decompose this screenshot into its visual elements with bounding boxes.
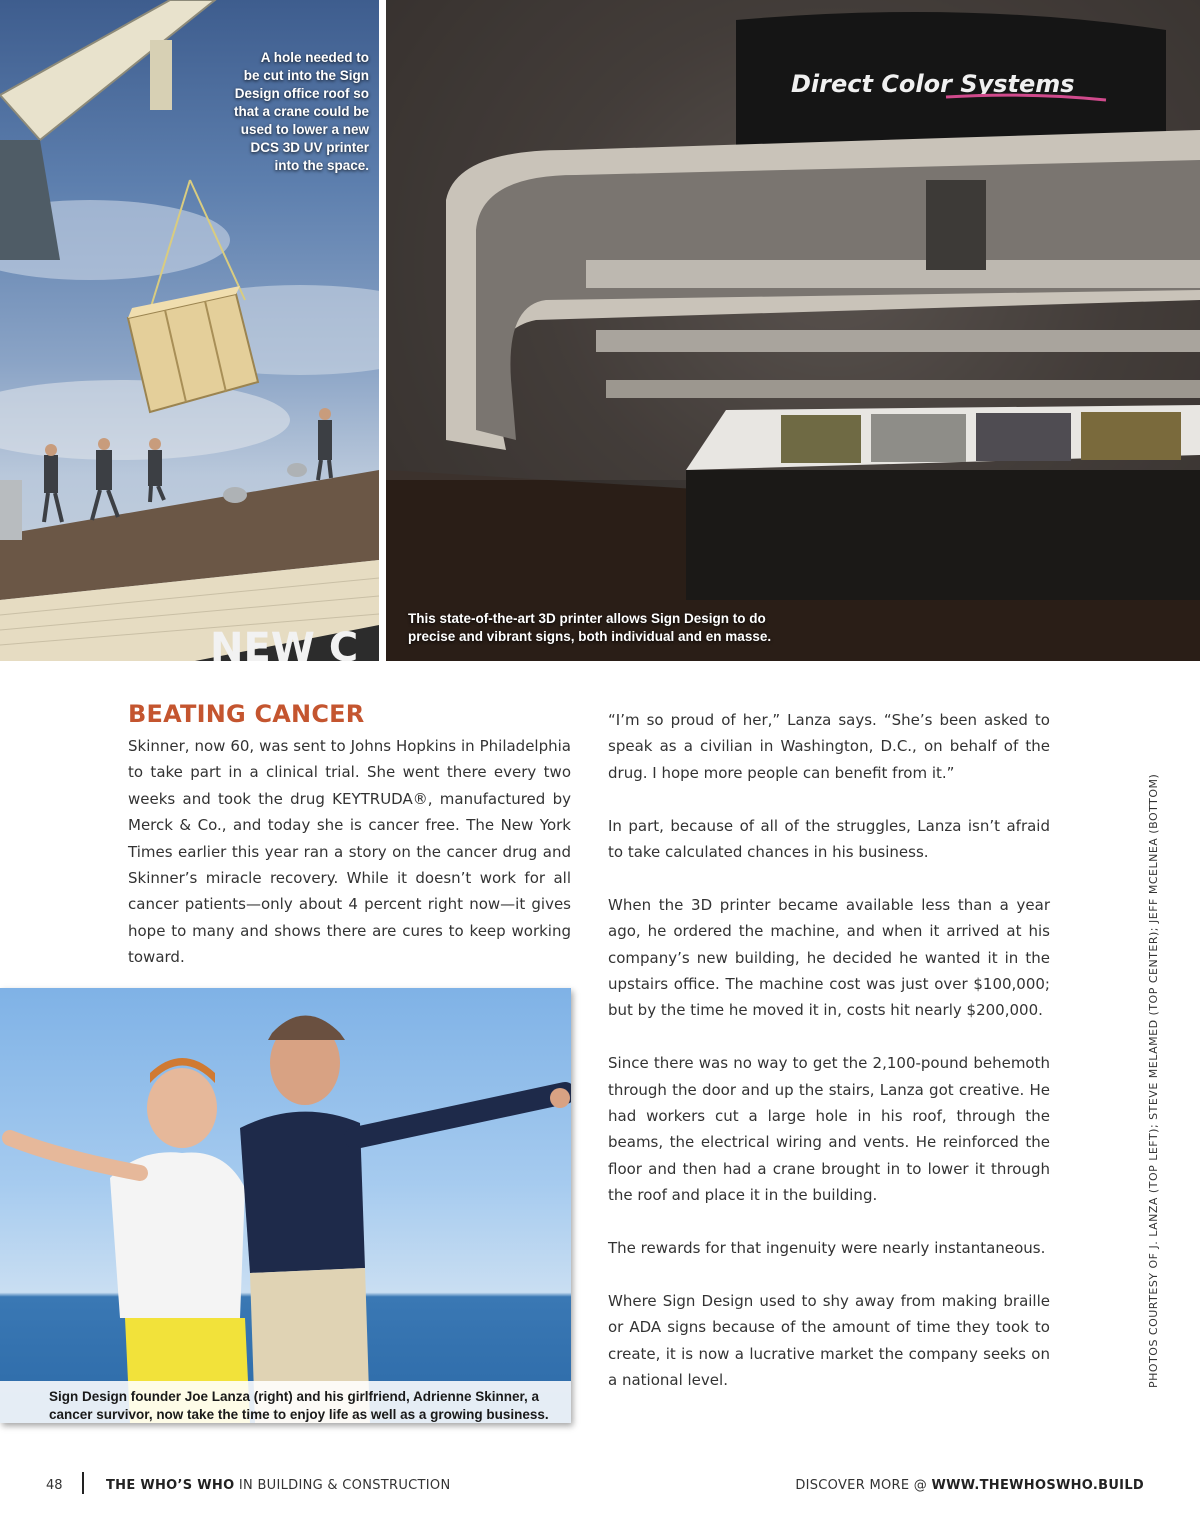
printer-scene-illustration (386, 0, 1200, 661)
right-paragraph-4: Since there was no way to get the 2,100-pound behemoth through the door and up the stairs, Lanza got creative. He had workers cut a large hole in his roof, through the beams, the electrical wiring and vents. He reinforced the floor and then had a crane brought in to lower it through the roof and place it in the building. (608, 1054, 1050, 1205)
crane-photo-caption: A hole needed to be cut into the Sign Design office roof so that a crane could be used to lower a new DCS 3D UV printer into the space. (233, 50, 369, 173)
photo-credit: PHOTOS COURTESY OF J. LANZA (TOP LEFT); STEVE MELAMED (TOP CENTER); JEFF MCELNEA (BOTTOM) (1147, 773, 1160, 1388)
direct-color-systems-logo-text: Direct Color Systems (791, 70, 1075, 98)
couple-photo-caption: Sign Design founder Joe Lanza (right) and his girlfriend, Adrienne Skinner, a cancer survivor, now take the time to enjoy life as well as a growing business. (49, 1389, 549, 1422)
right-column (608, 707, 1050, 1420)
discover-more (795, 1478, 1144, 1493)
discover-url-link[interactable]: WWW.THEWHOSWHO.BUILD (931, 1478, 1144, 1493)
publication-name-rest: IN BUILDING & CONSTRUCTION (234, 1478, 451, 1493)
right-paragraph-6: Where Sign Design used to shy away from making braille or ADA signs because of the amount of time they took to create, it is now a lucrative market the company seeks on a national level. (608, 1291, 1050, 1390)
printer-photo (386, 0, 1200, 661)
couple-caption-bar (0, 1381, 571, 1423)
page-footer (0, 1470, 1200, 1500)
right-paragraph-1: “I’m so proud of her,” Lanza says. “She’s been asked to speak as a civilian in Washington, D.C., on behalf of the drug. I hope more people can benefit from it.” (608, 711, 1050, 782)
couple-photo (0, 988, 571, 1423)
right-paragraph-3: When the 3D printer became available less than a year ago, he ordered the machine, and when it arrived at his company’s new building, he decided he wanted it in the upstairs office. The machine cost was just over $100,000; but by the time he moved it in, costs hit nearly $200,000. (608, 895, 1050, 1020)
page-number: 48 (46, 1478, 63, 1493)
right-paragraph-2: In part, because of all of the struggles, Lanza isn’t afraid to take calculated chances in his business. (608, 816, 1050, 862)
section-heading: BEATING CANCER (128, 700, 365, 728)
left-column-paragraph: Skinner, now 60, was sent to Johns Hopkins in Philadelphia to take part in a clinical trial. She went there every two weeks and took the drug KEYTRUDA®, manufactured by Merck & Co., and today she is cancer free. The New York Times earlier this year ran a story on the cancer drug and Skinner’s miracle recovery. While it doesn’t work for all cancer patients—only about 4 percent right now—it gives hope to many and shows there are cures to keep working toward. (128, 737, 571, 967)
publication-name-bold: THE WHO’S WHO (106, 1478, 235, 1493)
new-c-sign-text: NEW C (210, 625, 359, 661)
right-paragraph-5: The rewards for that ingenuity were nearly instantaneous. (608, 1239, 1046, 1258)
footer-divider (82, 1472, 84, 1494)
printer-photo-caption: This state-of-the-art 3D printer allows Sign Design to do precise and vibrant signs, both individual and en masse. (408, 611, 772, 644)
discover-prefix: DISCOVER MORE @ (795, 1478, 932, 1493)
crane-photo (0, 0, 379, 661)
publication-name (106, 1478, 450, 1493)
couple-scene-illustration (0, 988, 571, 1423)
